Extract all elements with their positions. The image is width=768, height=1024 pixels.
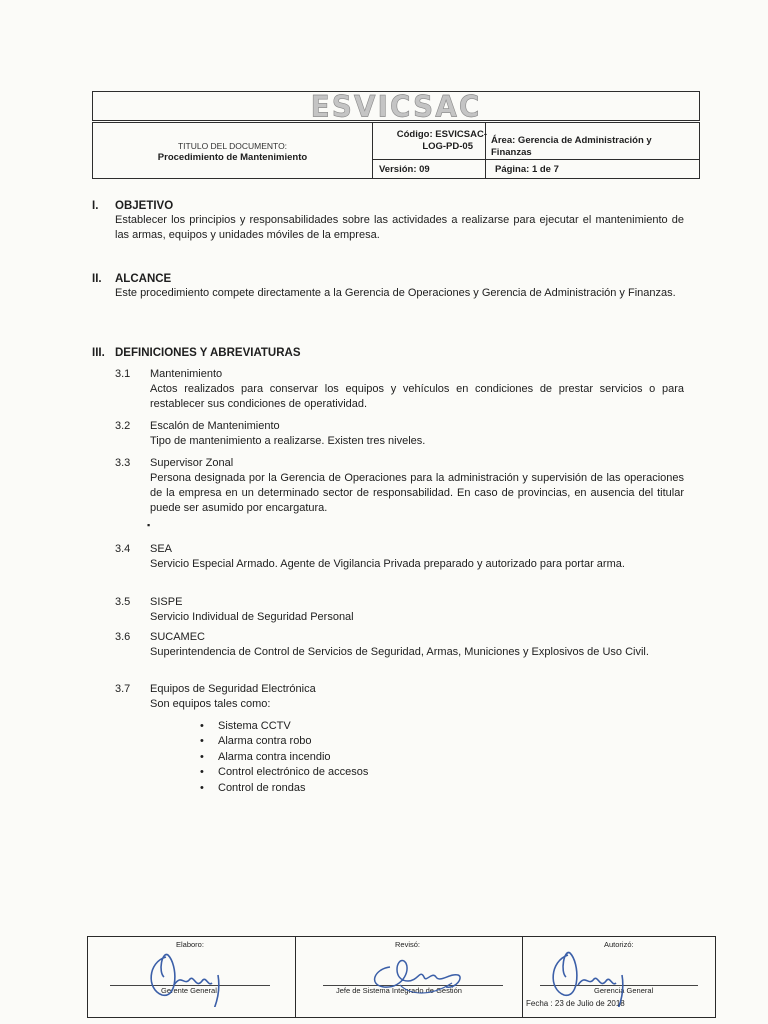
header-table: [92, 122, 700, 179]
item-definition: Actos realizados para conservar los equipos y vehículos en condiciones de prestar servicios o para restablecer sus condiciones de operatividad.: [150, 383, 684, 410]
signature-scribble: [138, 917, 258, 1007]
signature-date: Fecha : 23 de Julio de 2018: [526, 999, 625, 1008]
signature-scribble: [360, 937, 480, 1007]
definition-item: [92, 367, 684, 412]
autorizo-role: Gerencia General: [594, 986, 654, 995]
item-term: SUCAMEC: [150, 631, 206, 643]
list-item: • Control de rondas: [200, 781, 306, 794]
section-number: I.: [92, 200, 99, 212]
elaboro-role: Gerente General: [161, 986, 217, 995]
doc-version: Versión: 09: [379, 164, 430, 175]
section-number: II.: [92, 273, 102, 285]
item-definition: Servicio Especial Armado. Agente de Vigilancia Privada preparado y autorizado para portar arma.: [150, 558, 625, 570]
item-term: SEA: [150, 543, 173, 555]
company-logo: [92, 88, 700, 124]
doc-code: [379, 129, 487, 153]
definition-item: [92, 682, 684, 712]
item-term: Supervisor Zonal: [150, 457, 234, 469]
section-title: ALCANCE: [115, 273, 172, 285]
item-term: Escalón de Mantenimiento: [150, 420, 280, 432]
item-term: Mantenimiento: [150, 368, 223, 380]
section-text: Establecer los principios y responsabilidades sobre las actividades a realizarse para ejecutar el mantenimiento de las armas, equipos y unidades móviles de la empresa.: [115, 214, 684, 241]
item-definition: Persona designada por la Gerencia de Operaciones para la administración y supervisión de las operaciones de la empresa en un determinado sector de responsabilidad. En caso de provincias, en ausencia del titular puede ser asumido por encargatura.: [150, 472, 684, 514]
list-item: • Control electrónico de accesos: [200, 766, 369, 779]
list-item: • Alarma contra incendio: [200, 750, 331, 763]
doc-title: Procedimiento de Mantenimiento: [157, 152, 308, 163]
document-header: [92, 88, 700, 179]
doc-area-line1: Área: Gerencia de Administración y: [491, 135, 652, 146]
definition-item: [92, 542, 684, 572]
list-item: • Alarma contra robo: [200, 735, 312, 748]
definition-item: [92, 419, 684, 449]
equipment-list: [200, 719, 368, 796]
stray-mark: ▪: [147, 520, 151, 530]
item-definition: Son equipos tales como:: [150, 698, 271, 710]
item-term: Equipos de Seguridad Electrónica: [150, 683, 316, 695]
section-text: Este procedimiento compete directamente a la Gerencia de Operaciones y Gerencia de Administración y Finanzas.: [115, 287, 676, 299]
doc-title-label: TITULO DEL DOCUMENTO:: [177, 141, 288, 151]
definition-item: [92, 456, 684, 516]
doc-code-line2: LOG-PD-05: [422, 141, 473, 152]
definition-item: [92, 595, 684, 625]
item-term: SISPE: [150, 596, 183, 608]
section-title: OBJETIVO: [115, 200, 174, 212]
section-title: DEFINICIONES Y ABREVIATURAS: [115, 347, 301, 359]
signature-table: [87, 936, 716, 1018]
item-number: 3.4: [115, 543, 131, 555]
autorizo-label: Autorizó:: [604, 940, 634, 949]
section-definiciones: [92, 346, 684, 360]
doc-area: [491, 135, 696, 159]
signature-scribble: [538, 917, 658, 1007]
definition-item: [92, 630, 684, 660]
item-number: 3.1: [115, 368, 131, 380]
item-definition: Superintendencia de Control de Servicios de Seguridad, Armas, Municiones y Explosivos de Uso Civil.: [150, 646, 649, 658]
section-alcance: [92, 272, 684, 301]
reviso-role: Jefe de Sistema Integrado de Gestión: [336, 986, 462, 995]
doc-page-number: Página: 1 de 7: [495, 164, 559, 175]
item-number: 3.3: [115, 457, 131, 469]
reviso-label: Revisó:: [395, 940, 421, 949]
item-number: 3.7: [115, 683, 131, 695]
section-objetivo: [92, 199, 684, 243]
doc-code-line1: Código: ESVICSAC-: [396, 129, 487, 140]
elaboro-label: Elaboro:: [176, 940, 204, 949]
doc-area-line2: Finanzas: [491, 147, 532, 158]
section-number: III.: [92, 347, 105, 359]
item-definition: Tipo de mantenimiento a realizarse. Existen tres niveles.: [150, 435, 426, 447]
item-number: 3.2: [115, 420, 131, 432]
list-item: • Sistema CCTV: [200, 720, 291, 732]
item-number: 3.5: [115, 596, 131, 608]
logo-text: ESVICSAC: [310, 88, 482, 124]
item-number: 3.6: [115, 631, 131, 643]
item-definition: Servicio Individual de Seguridad Personal: [150, 611, 354, 623]
